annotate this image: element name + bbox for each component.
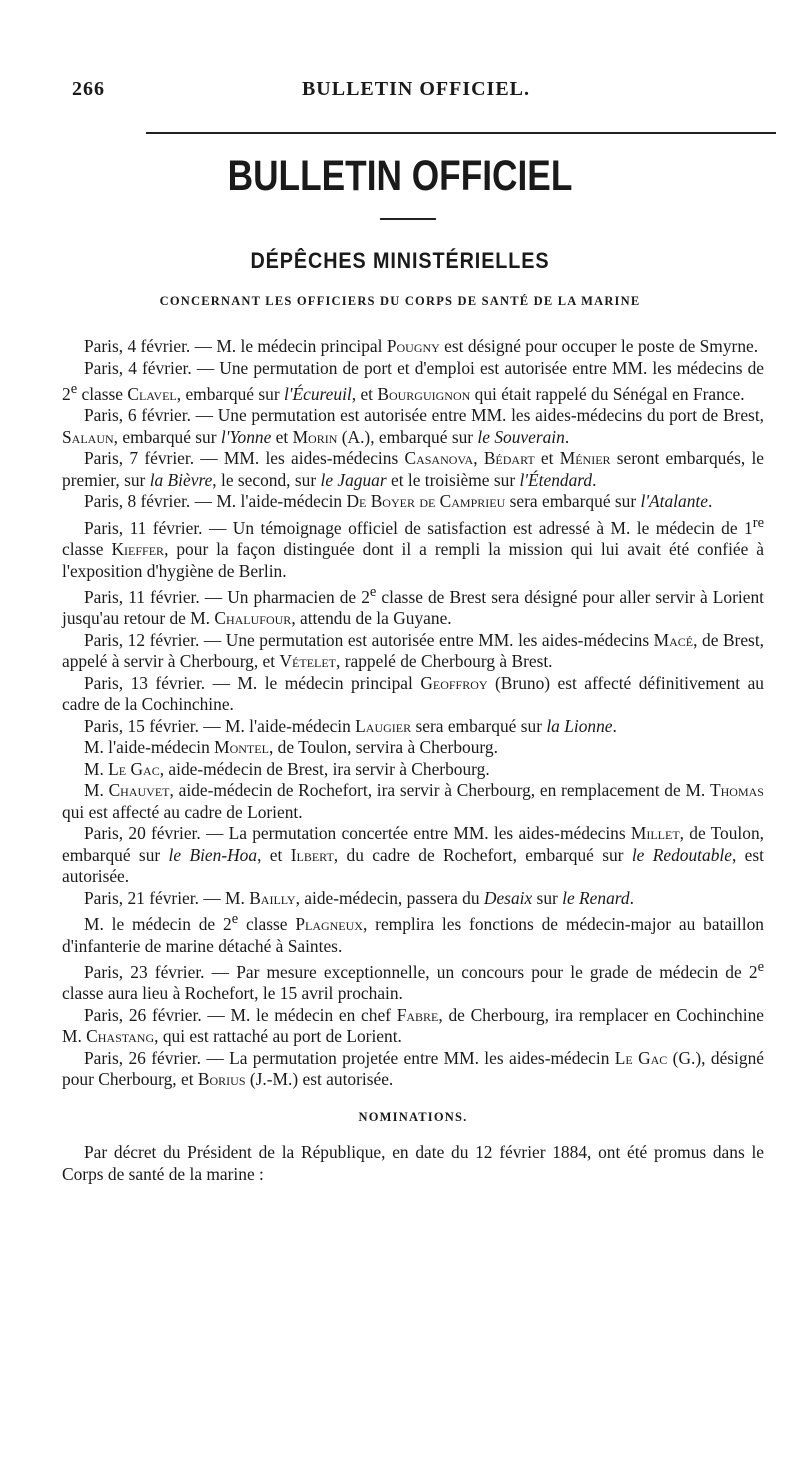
dispatch-entry: M. Chauvet, aide-médecin de Rochefort, ira servir à Cherbourg, en remplacement de M. Thomas qui est affecté au cadre de Lorient. [62, 780, 764, 822]
document-body [62, 336, 764, 1185]
title-rule [380, 218, 436, 220]
dispatch-entry: Paris, 26 février. — La permutation projetée entre MM. les aides-médecin Le Gac (G.), désigné pour Cherbourg, et Borius (J.-M.) est autorisée. [62, 1047, 764, 1090]
dispatch-entry: Paris, 7 février. — MM. les aides-médecins Casanova, Bédart et Ménier seront embarqués, le premier, sur la Bièvre, le second, sur le Jaguar et le troisième sur l'Étendard. [62, 448, 764, 490]
nominations-paragraph: Par décret du Président de la République, en date du 12 février 1884, ont été promus dans le Corps de santé de la marine : [62, 1142, 764, 1184]
dispatch-entry: Paris, 12 février. — Une permutation est autorisée entre MM. les aides-médecins Macé, de Brest, appelé à servir à Cherbourg, et Vételet, rappelé de Cherbourg à Brest. [62, 629, 765, 672]
dispatch-entry: Paris, 6 février. — Une permutation est autorisée entre MM. les aides-médecins du port de Brest, Salaun, embarqué sur l'Yonne et Morin (A.), embarqué sur le Souverain. [62, 405, 764, 447]
running-title: BULLETIN OFFICIEL. [301, 78, 531, 100]
dispatch-entry: M. Le Gac, aide-médecin de Brest, ira servir à Cherbourg. [84, 758, 490, 779]
header-rule [146, 132, 776, 134]
dispatch-entry: Paris, 4 février. — Une permutation de port et d'emploi est autorisée entre MM. les médecins de 2e classe Clavel, embarqué sur l'Écureuil, et Bourguignon qui était rappelé du Sénégal en France. [62, 357, 764, 404]
dispatch-entry: M. le médecin de 2e classe Plagneux, remplira les fonctions de médecin-major au bataillon d'infanterie de marine détaché à Saintes. [62, 911, 764, 956]
section-title: DÉPÊCHES MINISTÉRIELLES [250, 248, 550, 273]
dispatch-entry: Paris, 13 février. — M. le médecin principal Geoffroy (Bruno) est affecté définitivement au cadre de la Cochinchine. [62, 672, 764, 715]
dispatch-entry: Paris, 20 février. — La permutation concertée entre MM. les aides-médecins Millet, de Toulon, embarqué sur le Bien-Hoa, et Ilbert, du cadre de Rochefort, embarqué sur le Redoutable, est autorisée. [62, 823, 764, 887]
page-number: 266 [72, 78, 105, 100]
dispatch-entry: Paris, 23 février. — Par mesure exceptionnelle, un concours pour le grade de médecin de 2e classe aura lieu à Rochefort, le 15 avril prochain. [62, 959, 764, 1004]
dispatch-list [62, 336, 764, 1091]
dispatch-entry: Paris, 21 février. — M. Bailly, aide-médecin, passera du Desaix sur le Renard. [84, 887, 634, 908]
nominations-heading: NOMINATIONS. [358, 1109, 468, 1124]
dispatch-entry: Paris, 11 février. — Un pharmacien de 2e classe de Brest sera désigné pour aller servir à Lorient jusqu'au retour de M. Chalufour, attendu de la Guyane. [62, 584, 764, 629]
section-subtitle: CONCERNANT LES OFFICIERS DU CORPS DE SANTÉ DE LA MARINE [159, 294, 641, 308]
dispatch-entry: Paris, 8 février. — M. l'aide-médecin De Boyer de Camprieu sera embarqué sur l'Atalante. [84, 491, 713, 512]
dispatch-entry: M. l'aide-médecin Montel, de Toulon, servira à Cherbourg. [84, 737, 498, 758]
page-title: BULLETIN OFFICIEL [227, 152, 573, 200]
dispatch-entry: Paris, 4 février. — M. le médecin principal Pougny est désigné pour occuper le poste de Smyrne. [84, 336, 759, 356]
dispatch-entry: Paris, 26 février. — M. le médecin en chef Fabre, de Cherbourg, ira remplacer en Cochinchine M. Chastang, qui est rattaché au port de Lorient. [62, 1004, 765, 1047]
running-header [72, 78, 760, 101]
dispatch-entry: Paris, 15 février. — M. l'aide-médecin Laugier sera embarqué sur la Lionne. [84, 715, 617, 736]
dispatch-entry: Paris, 11 février. — Un témoignage officiel de satisfaction est adressé à M. le médecin de 1re classe Kieffer, pour la façon distinguée dont il a rempli la mission qui lui avait été confiée à l'exposition d'hygiène de Berlin. [62, 514, 765, 581]
